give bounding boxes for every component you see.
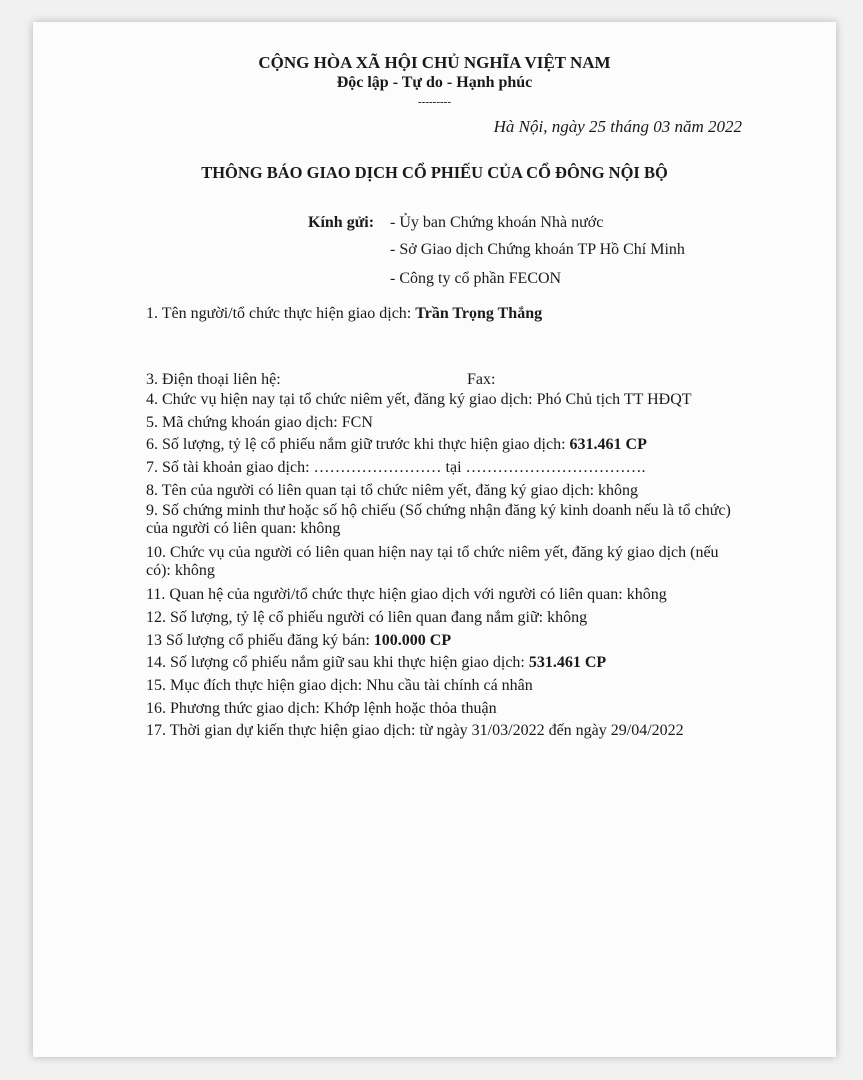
document-title: THÔNG BÁO GIAO DỊCH CỔ PHIẾU CỦA CỔ ĐÔNG NỘI BỘ — [201, 163, 668, 182]
recipient-item: - Công ty cổ phần FECON — [390, 270, 562, 287]
item-value: Trần Trọng Thắng — [415, 305, 543, 322]
item-16: 16. Phương thức giao dịch: Khớp lệnh hoặc thỏa thuận — [146, 700, 497, 717]
item-label: 13 Số lượng cổ phiếu đăng ký bán: — [146, 632, 374, 649]
national-motto: Độc lập - Tự do - Hạnh phúc — [336, 74, 533, 91]
item-6 — [146, 436, 647, 454]
item-label: 14. Số lượng cổ phiếu nắm giữ sau khi thực hiện giao dịch: — [146, 654, 529, 671]
recipient-item: - Sở Giao dịch Chứng khoán TP Hồ Chí Minh — [390, 241, 685, 258]
item-10: 10. Chức vụ của người có liên quan hiện nay tại tổ chức niêm yết, đăng ký giao dịch (nếu có): không — [146, 544, 719, 579]
item-15: 15. Mục đích thực hiện giao dịch: Nhu cầu tài chính cá nhân — [146, 677, 533, 694]
header-divider: --------- — [418, 96, 451, 108]
item-9: 9. Số chứng minh thư hoặc số hộ chiếu (Số chứng nhận đăng ký kinh doanh nếu là tổ chức) của người có liên quan: không — [146, 502, 731, 537]
item-4: 4. Chức vụ hiện nay tại tổ chức niêm yết, đăng ký giao dịch: Phó Chủ tịch TT HĐQT — [146, 391, 692, 408]
item-value: 100.000 CP — [373, 632, 452, 649]
recipients-label: Kính gửi: — [308, 214, 375, 231]
item-label: 6. Số lượng, tỷ lệ cổ phiếu nắm giữ trước khi thực hiện giao dịch: — [146, 436, 570, 453]
item-13 — [146, 632, 451, 650]
item-12: 12. Số lượng, tỷ lệ cổ phiếu người có liên quan đang nắm giữ: không — [146, 609, 588, 626]
item-7: 7. Số tài khoản giao dịch: …………………… tại ……………………………. — [146, 459, 646, 476]
item-11: 11. Quan hệ của người/tổ chức thực hiện giao dịch với người có liên quan: không — [146, 586, 667, 603]
national-title: CỘNG HÒA XÃ HỘI CHỦ NGHĨA VIỆT NAM — [258, 53, 611, 72]
item-5: 5. Mã chứng khoán giao dịch: FCN — [146, 414, 373, 431]
item-1 — [146, 305, 542, 323]
item-3 — [146, 371, 281, 389]
item-14 — [146, 654, 606, 672]
place-date: Hà Nội, ngày 25 tháng 03 năm 2022 — [493, 117, 742, 136]
item-value: 531.461 CP — [528, 654, 607, 671]
document-page — [33, 22, 836, 1057]
fax-label: Fax: — [467, 371, 496, 388]
item-label: 1. Tên người/tổ chức thực hiện giao dịch: — [146, 305, 416, 322]
item-17: 17. Thời gian dự kiến thực hiện giao dịch: từ ngày 31/03/2022 đến ngày 29/04/2022 — [146, 722, 684, 739]
item-label: 3. Điện thoại liên hệ: — [146, 371, 281, 388]
recipient-item: - Ủy ban Chứng khoán Nhà nước — [390, 214, 604, 231]
item-value: 631.461 CP — [569, 436, 647, 453]
item-8: 8. Tên của người có liên quan tại tổ chức niêm yết, đăng ký giao dịch: không — [146, 482, 639, 499]
